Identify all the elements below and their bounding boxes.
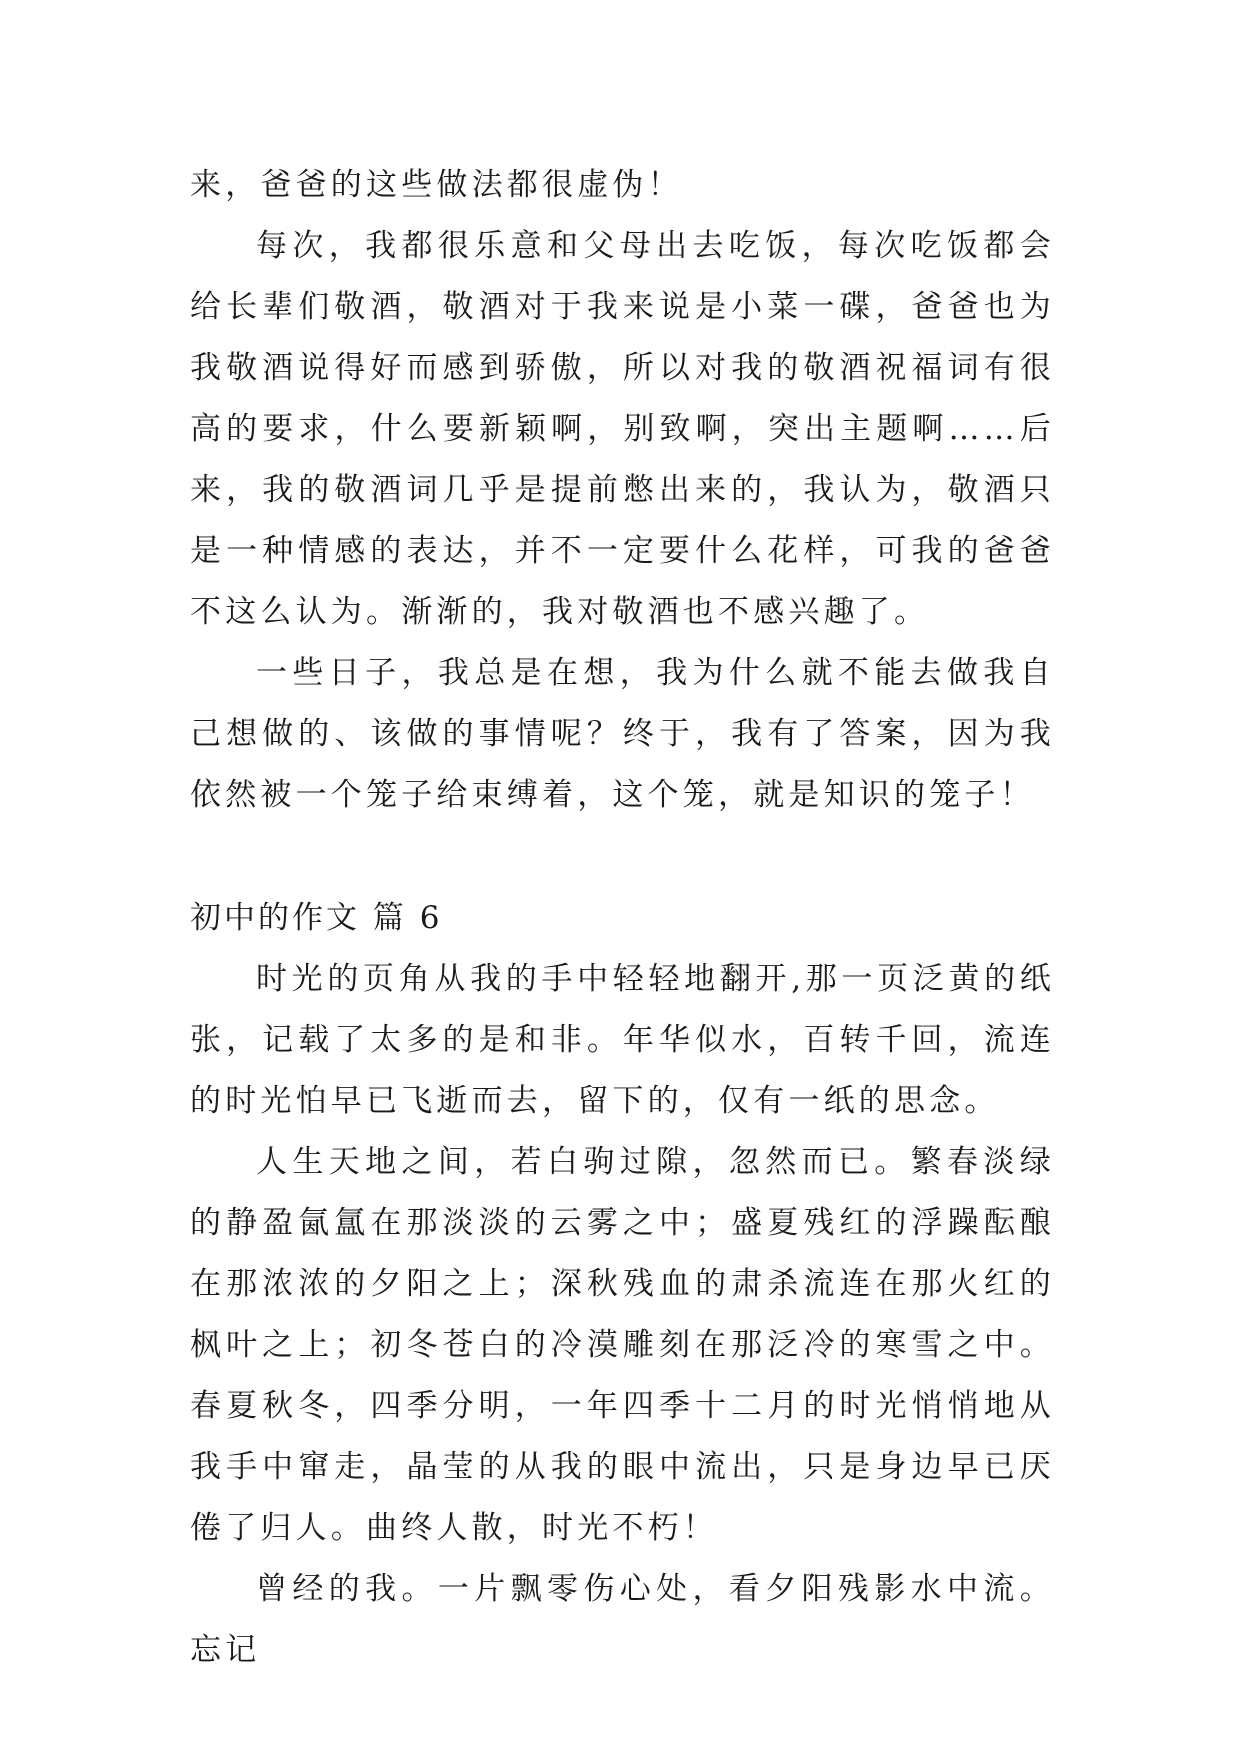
continuation-paragraph: 来，爸爸的这些做法都很虚伪！ <box>190 167 683 203</box>
section-title: 初中的作文 篇 6 <box>190 900 443 936</box>
document-page <box>190 155 1055 1681</box>
paragraph-seasons: 人生天地之间，若白驹过隙，忽然而已。繁春淡绿的静盈氤氲在那淡淡的云雾之中；盛夏残红的浮躁酝酿在那浓浓的夕阳之上；深秋残血的肃杀流连在那火红的枫叶之上；初冬苍白的冷漠雕刻在那泛冷的寒雪之中。春夏秋冬，四季分明，一年四季十二月的时光悄悄地从我手中窜走，晶莹的从我的眼中流出，只是身边早已厌倦了归人。曲终人散，时光不朽！ <box>190 1144 1055 1546</box>
paragraph-toasting: 每次，我都很乐意和父母出去吃饭，每次吃饭都会给长辈们敬酒，敬酒对于我来说是小菜一碟，爸爸也为我敬酒说得好而感到骄傲，所以对我的敬酒祝福词有很高的要求，什么要新颖啊，别致啊，突出主题啊……后来，我的敬酒词几乎是提前憋出来的，我认为，敬酒只是一种情感的表达，并不一定要什么花样，可我的爸爸不这么认为。渐渐的，我对敬酒也不感兴趣了。 <box>190 228 1055 630</box>
paragraph-cage: 一些日子，我总是在想，我为什么就不能去做我自己想做的、该做的事情呢？终于，我有了答案，因为我依然被一个笼子给束缚着，这个笼，就是知识的笼子！ <box>190 655 1055 813</box>
paragraph-past-self: 曾经的我。一片飘零伤心处，看夕阳残影水中流。忘记 <box>190 1571 1055 1668</box>
paragraph-time-page: 时光的页角从我的手中轻轻地翻开,那一页泛黄的纸张，记载了太多的是和非。年华似水，百转千回，流连的时光怕早已飞逝而去，留下的，仅有一纸的思念。 <box>190 961 1055 1119</box>
